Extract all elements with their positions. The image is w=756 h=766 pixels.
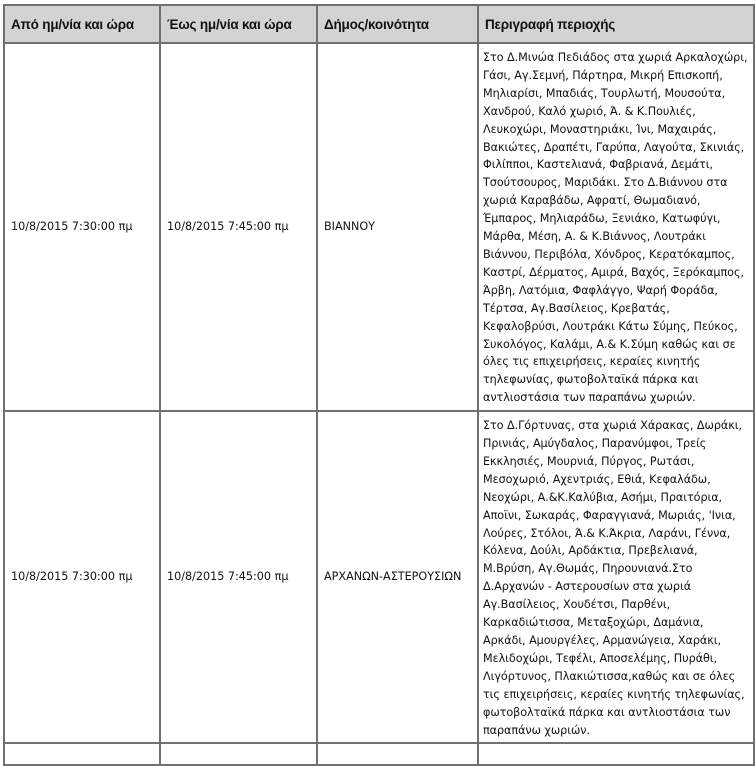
cell-to: 10/8/2015 7:45:00 πμ [160, 43, 317, 411]
cell-empty [317, 743, 478, 765]
header-municipality: Δήμος/κοινότητα [317, 5, 478, 43]
header-from: Από ημ/νία και ώρα [4, 5, 160, 43]
table-row-partial [4, 743, 754, 765]
cell-description: Στο Δ.Γόρτυνας, στα χωριά Χάρακας, Δωράκι, Πρινιάς, Αμύγδαλος, Παρανύμφοι, Τρείς Εκκλησιές, Μουρνιά, Πύργος, Ρωτάσι, Μεσοχωριό, Αχεντριάς, Εθιά, Κεφαλάδω, Νεοχώρι, Α.&Κ.Καλύβια, Ασήμι, Πραιτόρια, Αποϊνι, Σωκαράς, Φαραγγιανά, Μωριάς, 'Ινια, Λούρες, Στόλοι, Ά.& Κ.Άκρια, Λαράνι, Γέννα, Κόλενα, Δούλι, Αρδάκτια, Πρεβελιανά, Μ.Βρύση, Αγ.Θωμάς, Πηρουνιανά.Στο Δ.Αρχανών - Αστερουσίων στα χωριά Αγ.Βασίλειος, Χουδέτσι, Παρθένι, Καρκαδιώτισσα, Μεταξοχώρι, Δαμάνια, Αρκάδι, Αμουργέλες, Αρμανώγεια, Χαράκι, Μελιδοχώρι, Τεφέλι, Αποσελέμης, Πυράθι, Λιγόρτυνος, Πλακιώτισσα,καθώς και σε όλες τις επιχειρήσεις, κεραίες κινητής τηλεφωνίας, φωτοβολταϊκά πάρκα και αντλιοστάσια των παραπάνω χωριών. [478, 411, 754, 743]
table-row [4, 411, 754, 743]
cell-empty [478, 743, 754, 765]
cell-municipality: ΑΡΧΑΝΩΝ-ΑΣΤΕΡΟΥΣΙΩΝ [317, 411, 478, 743]
cell-to: 10/8/2015 7:45:00 πμ [160, 411, 317, 743]
cell-municipality: ΒΙΑΝΝΟΥ [317, 43, 478, 411]
table-header-row [4, 5, 754, 43]
header-description: Περιγραφή περιοχής [478, 5, 754, 43]
table-row [4, 43, 754, 411]
cell-description: Στο Δ.Μινώα Πεδιάδος στα χωριά Αρκαλοχώρι, Γάσι, Αγ.Σεμνή, Πάρτηρα, Μικρή Επισκοπή, Μηλιαρίσι, Μπαδιάς, Τουρλωτή, Μουσούτα, Χανδρού, Καλό χωριό, Ά. & Κ.Πουλιές, Λευκοχώρι, Μοναστηριάκι, Ίνι, Μαχαιράς, Βακιώτες, Δραπέτι, Γαρύπα, Λαγούτα, Σκινιάς, Φιλίπποι, Καστελιανά, Φαβριανά, Δεμάτι, Τσούτσουρος, Μαριδάκι. Στο Δ.Βιάννου στα χωριά Καραβάδω, Αφρατί, Θωμαδιανό, Έμπαρος, Μηλιαράδω, Ξενιάκο, Κατωφύγι, Μάρθα, Μέση, Α. & Κ.Βιάννος, Λουτράκι Βιάννου, Περιβόλα, Χόνδρος, Κερατόκαμπος, Καστρί, Δέρματος, Αμιρά, Βαχός, Ξερόκαμπος, Άρβη, Λατόμια, Φαφλάγγο, Ψαρή Φοράδα, Τέρτσα, Αγ.Βασίλειος, Κρεβατάς, Κεφαλοβρύσι, Λουτράκι Κάτω Σύμης, Πεύκος, Συκολόγος, Καλάμι, Α.& Κ.Σύμη καθώς και σε όλες τις επιχειρήσεις, κεραίες κινητής τηλεφωνίας, φωτοβολταϊκά πάρκα και αντλιοστάσια των παραπάνω χωριών. [478, 43, 754, 411]
cell-from: 10/8/2015 7:30:00 πμ [4, 411, 160, 743]
header-to: Έως ημ/νία και ώρα [160, 5, 317, 43]
cell-from: 10/8/2015 7:30:00 πμ [4, 43, 160, 411]
outages-table [3, 4, 755, 766]
cell-empty [4, 743, 160, 765]
cell-empty [160, 743, 317, 765]
